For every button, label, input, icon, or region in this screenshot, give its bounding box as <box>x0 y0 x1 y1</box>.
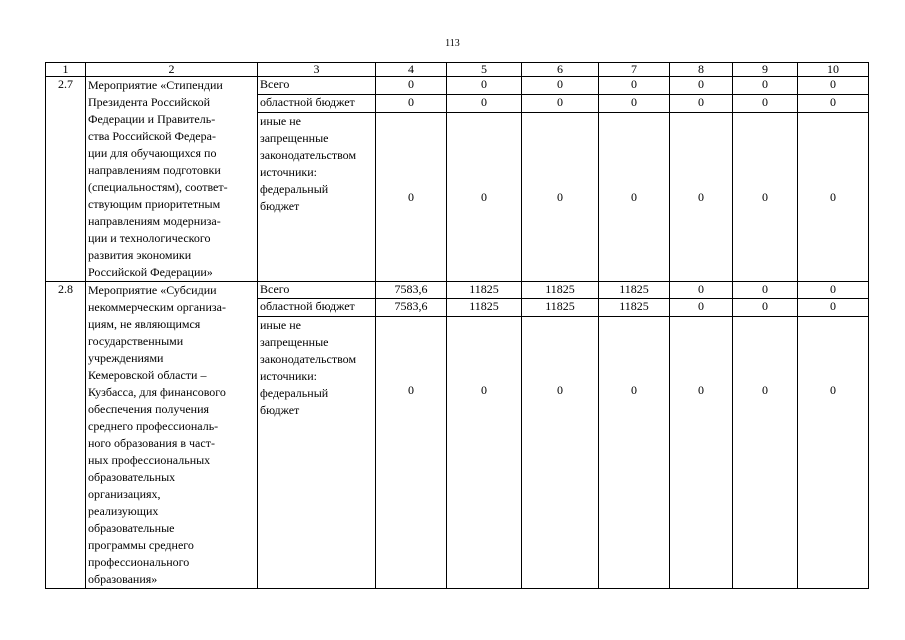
value-cell: 0 <box>670 316 733 588</box>
value-cell: 11825 <box>599 299 670 316</box>
measure-description: Мероприятие «Стипендии Президента Российской Федерации и Правитель- ства Российской Федера- ции для обучающихся по направлениям подготовки (специальностям), соответ- ствующим приоритетным направлениям модерниза- ции и технологического развития экономики Российской Федерации» <box>86 77 258 282</box>
value-cell: 0 <box>376 316 447 588</box>
header-cell: 5 <box>447 63 522 77</box>
header-cell: 7 <box>599 63 670 77</box>
value-cell: 0 <box>522 77 599 95</box>
value-cell: 0 <box>798 113 869 282</box>
value-cell: 11825 <box>522 299 599 316</box>
value-cell: 11825 <box>447 299 522 316</box>
header-cell: 1 <box>46 63 86 77</box>
source-label: Всего <box>258 282 376 299</box>
value-cell: 0 <box>599 94 670 113</box>
value-cell: 0 <box>447 77 522 95</box>
value-cell: 0 <box>798 282 869 299</box>
header-cell: 4 <box>376 63 447 77</box>
measure-description: Мероприятие «Субсидии некоммерческим организа- циям, не являющимся государственными учреждениями Кемеровской области – Кузбасса, для финансового обеспечения получения среднего профессиональ- ного образования в част- ных профессиональных образовательных организациях, реализующих образовательные программы среднего профессионального образования» <box>86 282 258 589</box>
value-cell: 0 <box>798 316 869 588</box>
header-cell: 9 <box>733 63 798 77</box>
value-cell: 0 <box>733 316 798 588</box>
value-cell: 11825 <box>599 282 670 299</box>
value-cell: 0 <box>447 316 522 588</box>
header-cell: 10 <box>798 63 869 77</box>
value-cell: 7583,6 <box>376 282 447 299</box>
value-cell: 0 <box>798 77 869 95</box>
value-cell: 0 <box>376 113 447 282</box>
source-label: областной бюджет <box>258 299 376 316</box>
value-cell: 0 <box>733 94 798 113</box>
header-cell: 8 <box>670 63 733 77</box>
source-label: иные не запрещенные законодательством источники: федеральный бюджет <box>258 316 376 588</box>
value-cell: 0 <box>733 282 798 299</box>
value-cell: 0 <box>599 316 670 588</box>
value-cell: 0 <box>670 77 733 95</box>
source-label: Всего <box>258 77 376 95</box>
page-number: 113 <box>445 38 460 49</box>
value-cell: 0 <box>447 113 522 282</box>
header-cell: 2 <box>86 63 258 77</box>
value-cell: 7583,6 <box>376 299 447 316</box>
value-cell: 11825 <box>447 282 522 299</box>
value-cell: 0 <box>447 94 522 113</box>
value-cell: 0 <box>670 282 733 299</box>
value-cell: 0 <box>733 113 798 282</box>
value-cell: 0 <box>733 299 798 316</box>
value-cell: 0 <box>522 113 599 282</box>
value-cell: 0 <box>670 299 733 316</box>
budget-table <box>45 62 869 589</box>
value-cell: 0 <box>670 113 733 282</box>
source-label: областной бюджет <box>258 94 376 113</box>
value-cell: 0 <box>733 77 798 95</box>
row-index: 2.7 <box>46 77 86 282</box>
value-cell: 0 <box>798 94 869 113</box>
value-cell: 0 <box>599 77 670 95</box>
header-cell: 6 <box>522 63 599 77</box>
value-cell: 0 <box>522 316 599 588</box>
value-cell: 11825 <box>522 282 599 299</box>
value-cell: 0 <box>376 77 447 95</box>
value-cell: 0 <box>670 94 733 113</box>
value-cell: 0 <box>376 94 447 113</box>
value-cell: 0 <box>798 299 869 316</box>
column-number-header-row <box>46 63 869 77</box>
value-cell: 0 <box>522 94 599 113</box>
table-row <box>46 77 869 95</box>
value-cell: 0 <box>599 113 670 282</box>
table-row <box>46 282 869 299</box>
header-cell: 3 <box>258 63 376 77</box>
row-index: 2.8 <box>46 282 86 589</box>
source-label: иные не запрещенные законодательством источники: федеральный бюджет <box>258 113 376 282</box>
